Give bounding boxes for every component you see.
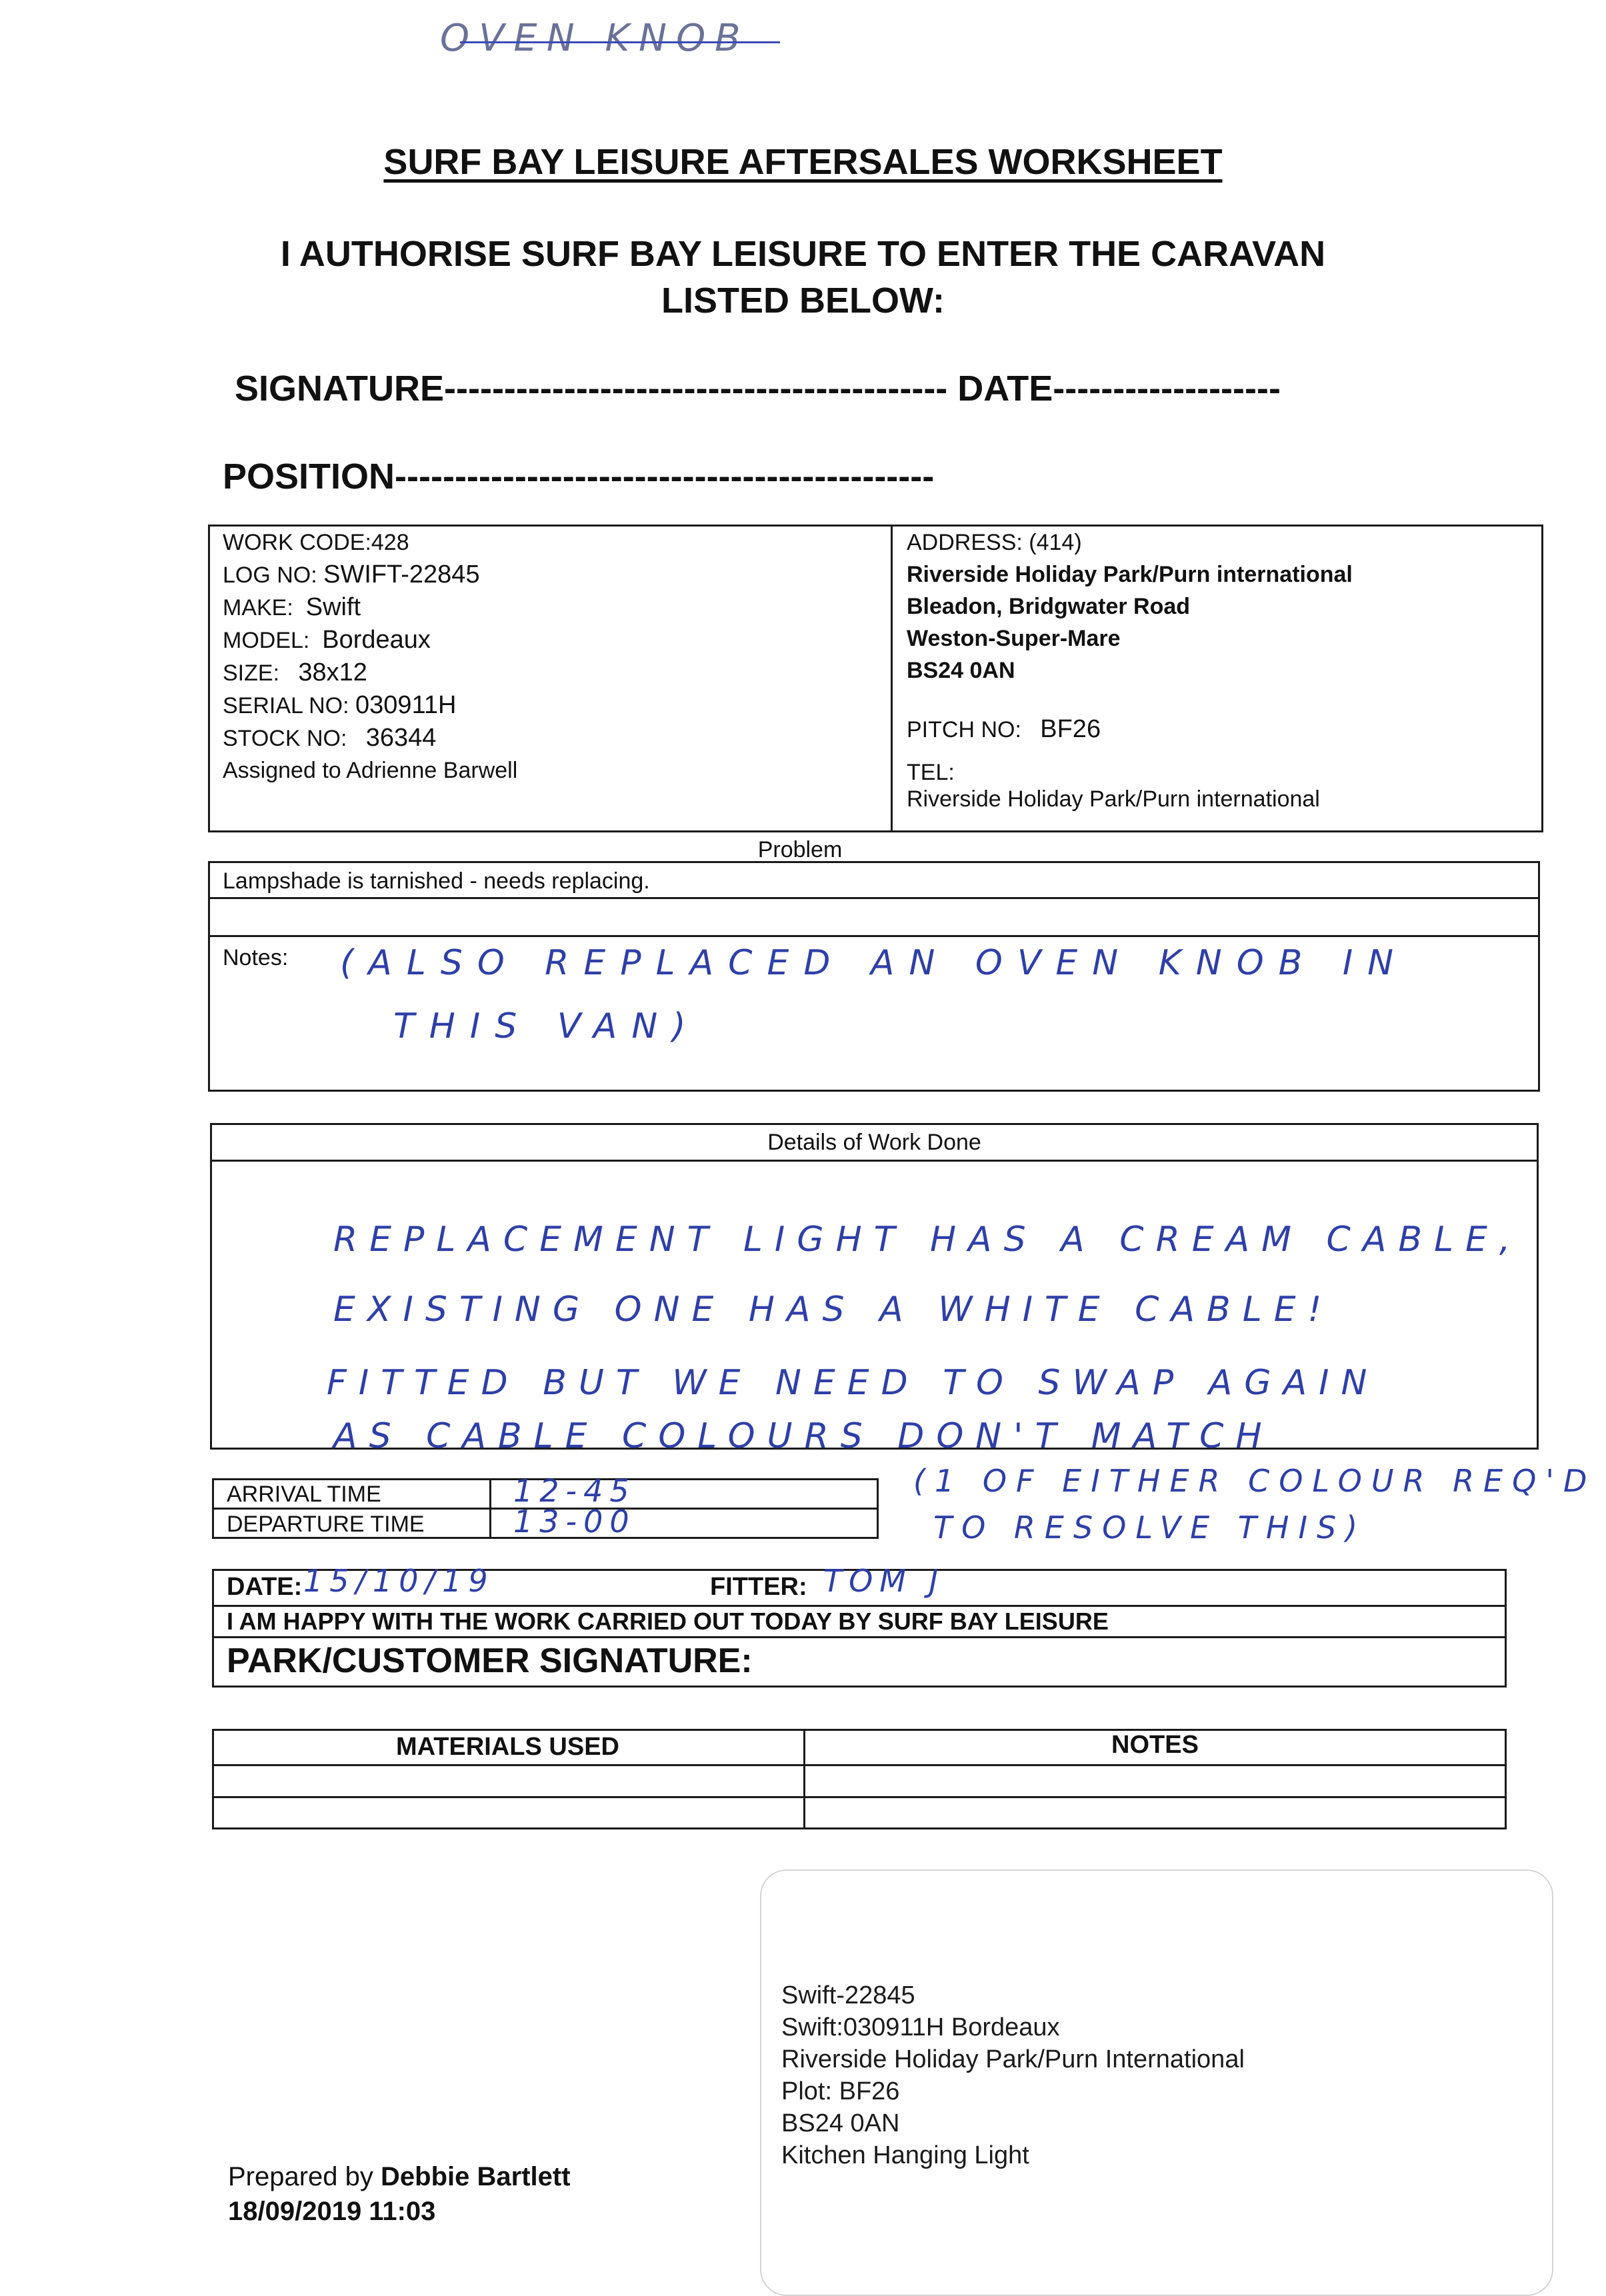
position-dashes: --------------------------------------------- [395, 457, 935, 497]
position-label: POSITION [223, 457, 395, 497]
notes-handwriting-1: (ALSO REPLACED AN OVEN KNOB IN [340, 943, 1409, 983]
log-no-label: LOG NO: [223, 563, 317, 588]
serial-row [223, 689, 517, 722]
log-no-row [223, 559, 517, 591]
happy-statement: I AM HAPPY WITH THE WORK CARRIED OUT TODAY BY SURF BAY LEISURE [227, 1608, 1109, 1635]
address-line-3: Weston-Super-Mare [907, 626, 1121, 651]
prepared-name: Debbie Bartlett [381, 2162, 571, 2191]
signoff-divider-1 [212, 1605, 1507, 1607]
model-value: Bordeaux [322, 626, 431, 654]
notes-handwriting-2: THIS VAN) [393, 1006, 701, 1046]
strike-line [460, 41, 780, 43]
stock-label: STOCK NO: [223, 726, 347, 751]
signature-label: SIGNATURE [235, 369, 445, 409]
caravan-details [223, 527, 517, 786]
label-line-4: Plot: BF26 [781, 2077, 900, 2105]
signoff-divider-2 [212, 1636, 1507, 1638]
serial-value: 030911H [355, 691, 457, 719]
problem-divider-1 [208, 897, 1540, 899]
label-line-6: Kitchen Hanging Light [781, 2141, 1029, 2169]
work-done-heading: Details of Work Done [767, 1130, 981, 1155]
make-value: Swift [305, 593, 361, 621]
label-line-3: Riverside Holiday Park/Purn International [781, 2045, 1245, 2073]
address-label: ADDRESS: (414) [907, 530, 1082, 555]
notes-header: NOTES [1111, 1731, 1199, 1759]
authorise-line-2: LISTED BELOW: [661, 281, 945, 321]
work-done-aside-1: (1 OF EITHER COLOUR REQ'D [913, 1463, 1597, 1499]
date-label: DATE [957, 369, 1053, 409]
stock-value: 36344 [365, 724, 437, 752]
work-done-line-4: AS CABLE COLOURS DON'T MATCH [333, 1416, 1274, 1456]
address-line-1: Riverside Holiday Park/Purn international [907, 562, 1353, 587]
tel-label: TEL: [907, 760, 955, 785]
prepared-datetime: 18/09/2019 11:03 [228, 2197, 436, 2226]
label-card-text [781, 1979, 1245, 2171]
pitch-label: PITCH NO: [907, 717, 1021, 742]
address-line-2: Bleadon, Bridgwater Road [907, 594, 1191, 619]
size-row [223, 656, 517, 689]
materials-row-divider-1 [212, 1764, 1507, 1766]
address-line-4: BS24 0AN [907, 658, 1015, 683]
prepared-by [228, 2159, 571, 2229]
problem-heading: Problem [757, 837, 843, 862]
work-done-aside-2: TO RESOLVE THIS) [933, 1510, 1367, 1546]
prepared-label: Prepared by [228, 2162, 373, 2191]
log-no-value: SWIFT-22845 [323, 561, 480, 588]
label-line-5: BS24 0AN [781, 2109, 900, 2137]
signature-dashes: ------------------------------------------ [444, 369, 948, 409]
fitter-label: FITTER: [710, 1573, 807, 1601]
make-label: MAKE: [223, 595, 293, 620]
size-label: SIZE: [223, 660, 280, 686]
park-signature-label: PARK/CUSTOMER SIGNATURE: [227, 1642, 753, 1680]
make-row [223, 591, 517, 624]
departure-time: 13-00 [513, 1504, 636, 1540]
tel-value: Riverside Holiday Park/Purn international [907, 786, 1320, 812]
times-col-divider [489, 1478, 491, 1539]
serial-label: SERIAL NO: [223, 693, 349, 718]
signature-line [235, 368, 1281, 409]
arrival-label: ARRIVAL TIME [227, 1482, 381, 1507]
caravan-address-divider [891, 525, 893, 832]
pitch-value: BF26 [1040, 715, 1101, 743]
work-done-divider [210, 1160, 1539, 1162]
worksheet-title: SURF BAY LEISURE AFTERSALES WORKSHEET [383, 142, 1223, 182]
pitch-row [907, 713, 1353, 746]
assigned-to: Assigned to Adrienne Barwell [223, 758, 518, 783]
materials-row-divider-2 [212, 1796, 1507, 1798]
fitter-value: TOM J [823, 1563, 945, 1599]
notes-label: Notes: [223, 945, 289, 970]
signoff-date-value: 15/10/19 [303, 1563, 495, 1599]
top-handwritten-note: OVEN KNOB [440, 17, 750, 60]
problem-divider-2 [208, 935, 1540, 937]
work-done-line-1: REPLACEMENT LIGHT HAS A CREAM CABLE, [333, 1220, 1523, 1260]
prepared-by-line [228, 2159, 571, 2194]
label-line-2: Swift:030911H Bordeaux [781, 2013, 1060, 2041]
stock-row [223, 722, 517, 754]
work-done-line-2: EXISTING ONE HAS A WHITE CABLE! [333, 1290, 1334, 1330]
date-dashes: ------------------- [1053, 369, 1281, 409]
position-line [223, 456, 934, 497]
size-value: 38x12 [298, 658, 367, 686]
arrival-time: 12-45 [513, 1473, 636, 1509]
work-done-line-3: FITTED BUT WE NEED TO SWAP AGAIN [327, 1363, 1379, 1403]
label-line-1: Swift-22845 [781, 1981, 915, 2009]
materials-header: MATERIALS USED [396, 1733, 619, 1761]
model-label: MODEL: [223, 628, 310, 653]
departure-label: DEPARTURE TIME [227, 1512, 425, 1537]
authorise-line-1: I AUTHORISE SURF BAY LEISURE TO ENTER THE CARAVAN [280, 234, 1326, 274]
signoff-date-label: DATE: [227, 1573, 303, 1601]
model-row [223, 624, 517, 656]
address-details [907, 527, 1353, 815]
problem-text: Lampshade is tarnished - needs replacing. [223, 868, 650, 894]
work-code: WORK CODE:428 [223, 530, 409, 555]
